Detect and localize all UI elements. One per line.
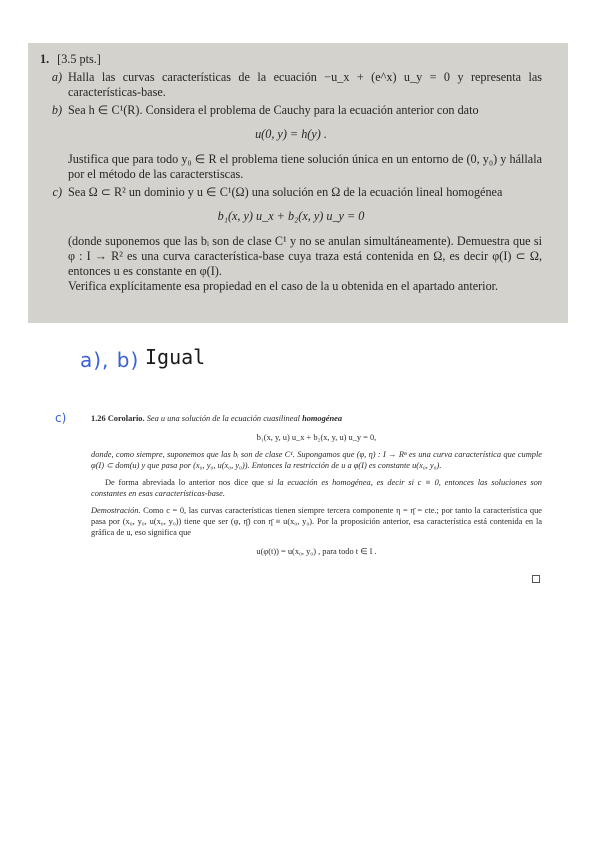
part-b-text-2: Justifica que para todo y₀ ∈ R el problema tiene solución única en un entorno de (0, y₀) y hállala por el método de las caracterstiscas. (68, 152, 542, 181)
remark-plain: De forma abreviada lo anterior nos dice que (105, 478, 264, 487)
exercise-points: [3.5 pts.] (57, 52, 101, 66)
exercise-header (40, 52, 542, 67)
handwritten-c-note: c) (55, 411, 67, 425)
corollary-number: 1.26 (91, 414, 106, 423)
proof-paragraph (91, 505, 542, 538)
proof-final-equation: u(φ(t)) = u(x₀, y₀) , para todo t ∈ I . (256, 547, 377, 556)
part-a-text: Halla las curvas características de la ecuación −u_x + (e^x) u_y = 0 y representa las características-base. (68, 70, 542, 99)
corollary-text: Sea u una solución de la ecuación cuasilineal (146, 414, 300, 423)
handwritten-igual-word: Igual (145, 345, 206, 369)
corollary-bold: homogénea (302, 414, 343, 423)
part-c-equation: b₁(x, y) u_x + b₂(x, y) u_y = 0 (217, 209, 365, 223)
part-c-text-2: (donde suponemos que las bᵢ son de clase C¹ y no se anulan simultáneamente). Demuestra que si φ : I → R² es una curva característica-base cuya traza está contenida en Ω, es decir φ(I) ⊂ Ω, entonces u es constante en φ(I). (68, 234, 542, 278)
part-b (40, 103, 542, 118)
part-b-text: Sea h ∈ C¹(R). Considera el problema de Cauchy para la ecuación anterior con dato (68, 103, 479, 117)
part-c-text: Sea Ω ⊂ R² un dominio y u ∈ C¹(Ω) una solución en Ω de la ecuación lineal homogénea (68, 185, 503, 199)
corollary-heading (91, 413, 542, 424)
part-a (40, 70, 542, 100)
proof-text: Como c = 0, las curvas características tienen siempre tercera componente η = η̄ = cte.; por tanto la característica que pasa por (x₀, y₀, u(x₀, y₀)) tiene que ser (φ, η̄) con η̄ ≡ u(x₀, y₀). Por la proposición anterior, esa característica está contenida en la gráfica de u, eso significa que (91, 506, 543, 537)
exercise-number: 1. (40, 52, 50, 66)
proof-label: Demostración. (91, 506, 141, 515)
handwritten-ab-note: a), b) (80, 348, 140, 372)
part-c (40, 185, 542, 200)
corollary-remark (91, 477, 542, 499)
part-b-equation: u(0, y) = h(y) . (255, 127, 327, 141)
qed-square-icon (532, 575, 540, 583)
corollary-paragraph: donde, como siempre, suponemos que las bᵢ son de clase C¹. Supongamos que (φ, η) : I → Rⁿ es una curva característica que cumple φ(I) ⊂ dom(u) y que pasa por (x₀, y₀, u(x₀, y₀)). Entonces la restricción de u a φ(I) es constante u(x₀, y₀). (91, 450, 542, 470)
part-a-label: a) (51, 70, 62, 84)
remark-italic: si la ecuación es homogénea, es decir si c ≡ 0, entonces las soluciones son constantes en esas características-base. (91, 478, 542, 498)
book-excerpt (83, 407, 568, 595)
part-c-text-3: Verifica explícitamente esa propiedad en el caso de la u obtenida en el apartado anterior. (68, 279, 499, 293)
corollary-word: Corolario. (107, 414, 145, 423)
part-c-label: c) (52, 185, 62, 199)
part-b-label: b) (51, 103, 62, 117)
exercise-photo (28, 43, 568, 323)
corollary-equation: b₁(x, y, u) u_x + b₂(x, y, u) u_y = 0, (256, 433, 377, 442)
